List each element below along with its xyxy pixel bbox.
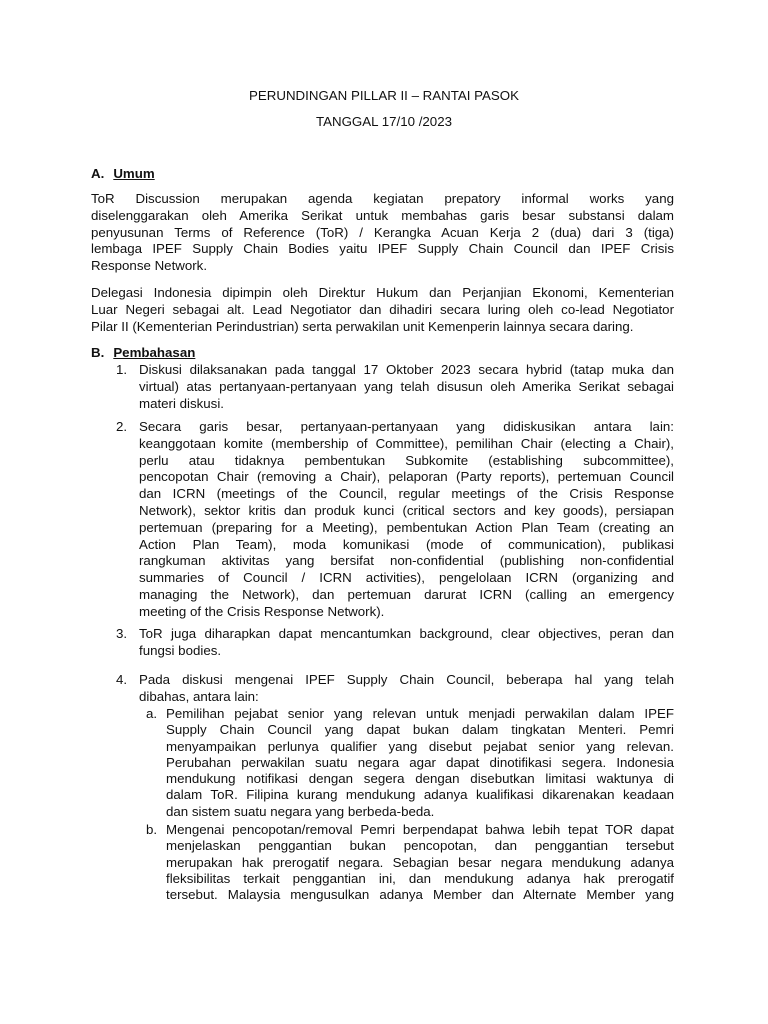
text-line: Delegasi Indonesia dipimpin oleh Direktur Hukum dan Perjanjian Ekonomi, Kementerian: [91, 285, 674, 300]
section-a-paragraph-2: [91, 285, 674, 335]
list-number: 4.: [116, 672, 128, 687]
section-a-heading: [91, 166, 155, 182]
text-line: ToR juga diharapkan dapat mencantumkan background, clear objectives, peran dan: [139, 626, 674, 641]
text-line: diselenggarakan oleh Amerika Serikat untuk membahas garis besar substansi dalam: [91, 207, 674, 223]
text-line: perlu atau tidaknya pembentukan Subkomite (establishing subcommittee),: [139, 452, 674, 468]
text-line: tersebut. Malaysia mengusulkan adanya Member dan Alternate Member yang: [166, 887, 674, 903]
sub-list-item-b: [146, 822, 674, 903]
text-line: dan sistem suatu negara yang berbeda-beda.: [166, 803, 435, 819]
section-b-marker: B.: [91, 345, 105, 360]
text-line: Pilar II (Kementerian Perindustrian) serta perwakilan unit Kemenperin lainnya secara daring.: [91, 318, 634, 334]
text-line: fungsi bodies.: [139, 642, 222, 658]
text-line: Pada diskusi mengenai IPEF Supply Chain Council, beberapa hal yang telah: [139, 672, 674, 687]
text-line: pencopotan Chair (removing a Chair), pelaporan (Party reports), pertemuan Council: [139, 469, 674, 485]
text-line: Perubahan perwakilan suatu negara agar dapat dinotifikasi segera. Indonesia: [166, 754, 674, 770]
text-line: fleksibilitas terkait penggantian ini, dan mendukung adanya hak prerogatif: [166, 870, 674, 886]
text-line: meeting of the Crisis Response Network).: [139, 603, 385, 619]
sub-list-item-a: [146, 706, 674, 820]
section-a-marker: A.: [91, 166, 105, 181]
text-line: Action Plan Team), moda komunikasi (mode of communication), publikasi: [139, 536, 674, 552]
text-line: keanggotaan komite (membership of Committee), pemilihan Chair (electing a Chair),: [139, 435, 674, 451]
sub-list-letter: a.: [146, 706, 158, 721]
text-line: managing the Network), dan pertemuan darurat ICRN (calling an emergency: [139, 586, 674, 602]
text-line: dan ICRN (meetings of the Council, regular meetings of the Crisis Response: [139, 486, 674, 502]
text-line: Network), sektor kritis dan produk kunci (critical sectors and key goods), persiapan: [139, 502, 674, 518]
list-item-2: [116, 419, 674, 621]
text-line: Secara garis besar, pertanyaan-pertanyaan yang didiskusikan antara lain:: [139, 419, 674, 434]
text-line: menyampaikan perlunya qualifier yang disebut pejabat senior yang relevan.: [166, 738, 674, 754]
text-line: Mengenai pencopotan/removal Pemri berpendapat bahwa lebih tepat TOR dapat: [166, 822, 674, 837]
text-line: summaries of Council / ICRN activities), pengelolaan ICRN (organizing and: [139, 570, 674, 586]
list-number: 2.: [116, 419, 128, 434]
list-number: 3.: [116, 626, 128, 641]
list-number: 1.: [116, 362, 128, 377]
sub-list-letter: b.: [146, 822, 158, 837]
text-line: Luar Negeri sebagai alt. Lead Negotiator dan dihadiri secara luring oleh co-lead Negotiator: [91, 301, 674, 317]
text-line: Response Network.: [91, 258, 208, 274]
text-line: rangkuman aktivitas yang bersifat non-confidential (publishing non-confidential: [139, 553, 674, 569]
section-a-title: Umum: [113, 166, 155, 181]
document-date: TANGGAL 17/10 /2023: [315, 114, 452, 129]
text-line: ToR Discussion merupakan agenda kegiatan prepatory informal works yang: [91, 191, 674, 206]
section-a-paragraph-1: [91, 191, 674, 275]
text-line: Supply Chain Council yang dapat bukan dalam tingkatan Menteri. Pemri: [166, 722, 674, 738]
text-line: dalam ToR. Filipina kurang mendukung adanya kualifikasi dikarenakan keadaan: [166, 787, 674, 803]
text-line: pertemuan (preparing for a Meeting), pembentukan Action Plan Team (creating an: [139, 519, 674, 535]
text-line: penyusunan Terms of Reference (ToR) / Kerangka Acuan Kerja 2 (dua) dari 3 (tiga): [91, 224, 674, 240]
list-item-1: [116, 362, 674, 412]
text-line: menjelaskan penggantian bukan pencopotan, dan penggantian tersebut: [166, 838, 674, 854]
text-line: merupakan hak prerogatif negara. Sebagian besar negara mendukung adanya: [166, 854, 674, 870]
text-line: dibahas, antara lain:: [139, 688, 259, 704]
text-line: lembaga IPEF Supply Chain Bodies yaitu IPEF Supply Chain Council dan IPEF Crisis: [91, 241, 674, 257]
section-b-title: Pembahasan: [113, 345, 196, 360]
text-line: materi diskusi.: [139, 395, 224, 411]
section-b-heading: [91, 345, 195, 361]
list-item-3: [116, 626, 674, 660]
text-line: mendukung notifikasi dengan segera dengan disebutkan limitasi waktunya di: [166, 771, 674, 787]
list-item-4: [116, 672, 674, 706]
text-line: Pemilihan pejabat senior yang relevan untuk menjadi perwakilan dalam IPEF: [166, 706, 674, 721]
text-line: Diskusi dilaksanakan pada tanggal 17 Oktober 2023 secara hybrid (tatap muka dan: [139, 362, 674, 377]
text-line: virtual) atas pertanyaan-pertanyaan yang telah disusun oleh Amerika Serikat sebagai: [139, 378, 674, 394]
document-title: PERUNDINGAN PILLAR II – RANTAI PASOK: [249, 88, 519, 103]
